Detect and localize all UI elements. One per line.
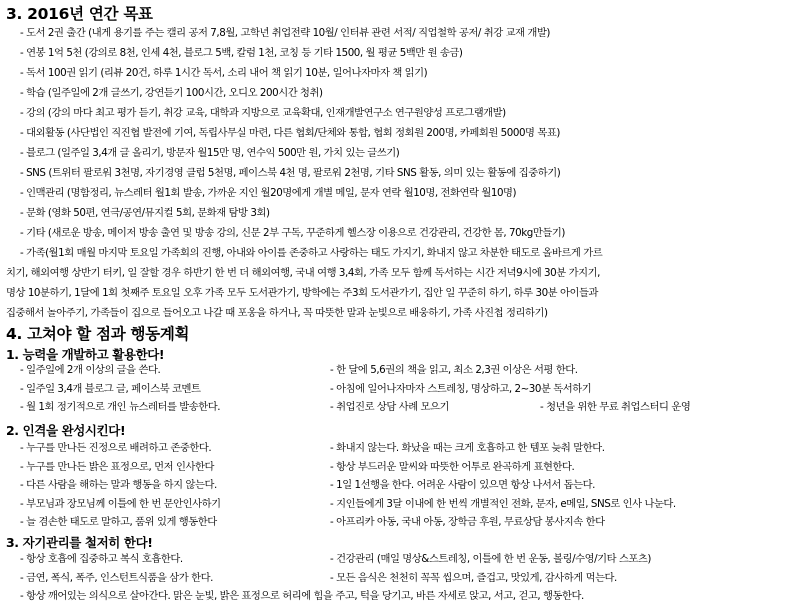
section-4-heading: 4. 고쳐야 할 점과 행동계획 xyxy=(6,325,190,343)
plan-item: - 일주일에 2개 이상의 글을 쓴다. xyxy=(20,364,161,376)
plan-row xyxy=(0,587,799,606)
plan-item: - 건강관리 (매일 명상&스트레칭, 이틀에 한 번 운동, 볼링/수영/기타 스포츠) xyxy=(330,553,651,565)
plan-item: - 금연, 폭식, 폭주, 인스턴트식품을 삼가 한다. xyxy=(20,571,213,584)
plan-row xyxy=(0,439,799,458)
goal-family-line: 집중해서 놀아주기, 가족들이 집으로 들어오고 나갈 때 포옹을 하거나, 꼭 따뜻한 말과 눈빛으로 배웅하기, 가족 사진첩 정리하기) xyxy=(6,307,548,319)
plan-item: - 한 달에 5,6권의 책을 읽고, 최소 2,3권 이상은 서평 한다. xyxy=(330,364,578,376)
character-plan xyxy=(0,439,799,532)
plan-row xyxy=(0,476,799,495)
self-management-plan xyxy=(0,550,799,606)
plan-item: - 화내지 않는다. 화났을 때는 크게 호흡하고 한 템포 늦춰 말한다. xyxy=(330,442,605,454)
goal-item: - 인맥관리 (명함정리, 뉴스레터 월1회 발송, 가까운 지인 월20명에게 개별 메일, 문자 연락 월10명, 전화연락 월10명) xyxy=(20,187,517,199)
plan-item: - 모든 음식은 천천히 꼭꼭 씹으며, 즐겁고, 맛있게, 감사하게 먹는다. xyxy=(330,571,617,584)
subsection-character-heading: 2. 인격을 완성시킨다! xyxy=(6,423,126,438)
plan-row xyxy=(0,380,799,399)
goal-item: - 블로그 (일주일 3,4개 글 올리기, 방문자 월15만 명, 연수익 500만 원, 가치 있는 글쓰기) xyxy=(20,147,400,159)
plan-row xyxy=(0,513,799,532)
plan-item: - 부모님과 장모님께 이틀에 한 번 문안인사하기 xyxy=(20,497,221,510)
ability-plan xyxy=(0,361,799,417)
subsection-self-management-heading: 3. 자기관리를 철저히 한다! xyxy=(6,535,153,550)
plan-item: - 누구를 만나든 진정으로 배려하고 존중한다. xyxy=(20,442,212,454)
plan-item: - 취업진로 상담 사례 모으기 xyxy=(330,401,450,413)
section-3-heading: 3. 2016년 연간 목표 xyxy=(6,5,153,23)
plan-item: - 청년을 위한 무료 취업스터디 운영 xyxy=(540,401,691,413)
annual-goals-list xyxy=(0,23,799,323)
goal-item: - 독서 100권 읽기 (리뷰 20건, 하루 1시간 독서, 소리 내어 책 읽기 10분, 일어나자마자 책 읽기) xyxy=(20,67,428,79)
plan-row xyxy=(0,398,799,417)
goal-item: - SNS (트위터 팔로워 3천명, 자기경영 클럽 5천명, 페이스북 4천 명, 팔로워 2천명, 기타 SNS 활동, 의미 있는 활동에 집중하기) xyxy=(20,167,561,179)
plan-item: - 항상 부드러운 말씨와 따뜻한 어투로 완곡하게 표현한다. xyxy=(330,460,575,473)
plan-item: - 월 1회 정기적으로 개인 뉴스레터를 발송한다. xyxy=(20,401,221,413)
plan-item: - 1일 1선행을 한다. 어려운 사람이 있으면 항상 나서서 돕는다. xyxy=(330,479,595,491)
goal-item: - 연봉 1억 5천 (강의로 8천, 인세 4천, 블로그 5백, 칼럼 1천, 코칭 등 기타 1500, 월 평균 5백만 원 송금) xyxy=(20,47,463,59)
subsection-ability-heading: 1. 능력을 개발하고 활용한다! xyxy=(6,347,165,362)
goal-item: - 문화 (영화 50편, 연극/공연/뮤지컬 5회, 문화재 탐방 3회) xyxy=(20,207,270,219)
plan-item: - 아프리카 아동, 국내 아동, 장학금 후원, 무료상담 봉사지속 한다 xyxy=(330,516,605,528)
goal-item: - 학습 (일주일에 2개 글쓰기, 강연듣기 100시간, 오디오 200시간 청취) xyxy=(20,87,323,99)
plan-row xyxy=(0,569,799,588)
plan-row xyxy=(0,458,799,477)
plan-item: - 일주일 3,4개 블로그 글, 페이스북 코멘트 xyxy=(20,382,201,395)
plan-item: - 지인들에게 3달 이내에 한 번씩 개별적인 전화, 문자, e메일, SNS로 인사 나눈다. xyxy=(330,497,676,510)
goal-family-line: 명상 10분하기, 1달에 1회 첫째주 토요일 오후 가족 모두 도서관가기, 방학에는 주3회 도서관가기, 집안 일 꾸준히 하기, 하루 30분 아이들과 xyxy=(6,287,598,299)
goal-family-line: - 가족(월1회 매월 마지막 토요일 가족회의 진행, 아내와 아이를 존중하고 사랑하는 태도 가지기, 화내지 않고 차분한 태도로 올바르게 가르 xyxy=(20,247,603,259)
plan-item: - 아침에 일어나자마자 스트레칭, 명상하고, 2~30분 독서하기 xyxy=(330,382,592,395)
goal-item: - 도서 2권 출간 (내게 용기를 주는 캘리 공저 7,8월, 고학년 취업전략 10월/ 인터뷰 관련 서적/ 직업철학 공저/ 취강 교재 개발) xyxy=(20,27,550,39)
plan-item: - 누구를 만나든 밝은 표정으로, 먼저 인사한다 xyxy=(20,460,214,473)
plan-item: - 다른 사람을 해하는 말과 행동을 하지 않는다. xyxy=(20,479,217,491)
plan-row xyxy=(0,361,799,380)
goal-item: - 대외활동 (사단법인 직진협 발전에 기여, 독립사무실 마련, 다른 협회/단체와 통합, 협회 정회원 200명, 카페회원 5000명 목표) xyxy=(20,127,560,139)
goal-family-line: 치기, 해외여행 상반기 터키, 일 잘할 경우 하반기 한 번 더 해외여행, 국내 여행 3,4회, 가족 모두 함께 독서하는 시간 저녁9시에 30분 가지기, xyxy=(6,267,600,279)
plan-item: - 항상 호흡에 집중하고 복식 호흡한다. xyxy=(20,553,183,565)
plan-row xyxy=(0,550,799,569)
plan-row xyxy=(0,495,799,514)
goal-item: - 강의 (강의 마다 최고 평가 듣기, 취강 교육, 대학과 지방으로 교육확대, 인재개발연구소 연구원양성 프로그램개발) xyxy=(20,107,506,119)
goal-item: - 기타 (새로운 방송, 메이저 방송 출연 및 방송 강의, 신문 2부 구독, 꾸준하게 헬스장 이용으로 건강관리, 건강한 몸, 70kg만들기) xyxy=(20,227,565,239)
plan-item: - 늘 겸손한 태도로 말하고, 품위 있게 행동한다 xyxy=(20,516,217,528)
plan-item: - 항상 깨어있는 의식으로 살아간다. 맑은 눈빛, 밝은 표정으로 허리에 힘을 주고, 턱을 당기고, 바른 자세로 앉고, 서고, 걷고, 행동한다. xyxy=(20,590,584,602)
